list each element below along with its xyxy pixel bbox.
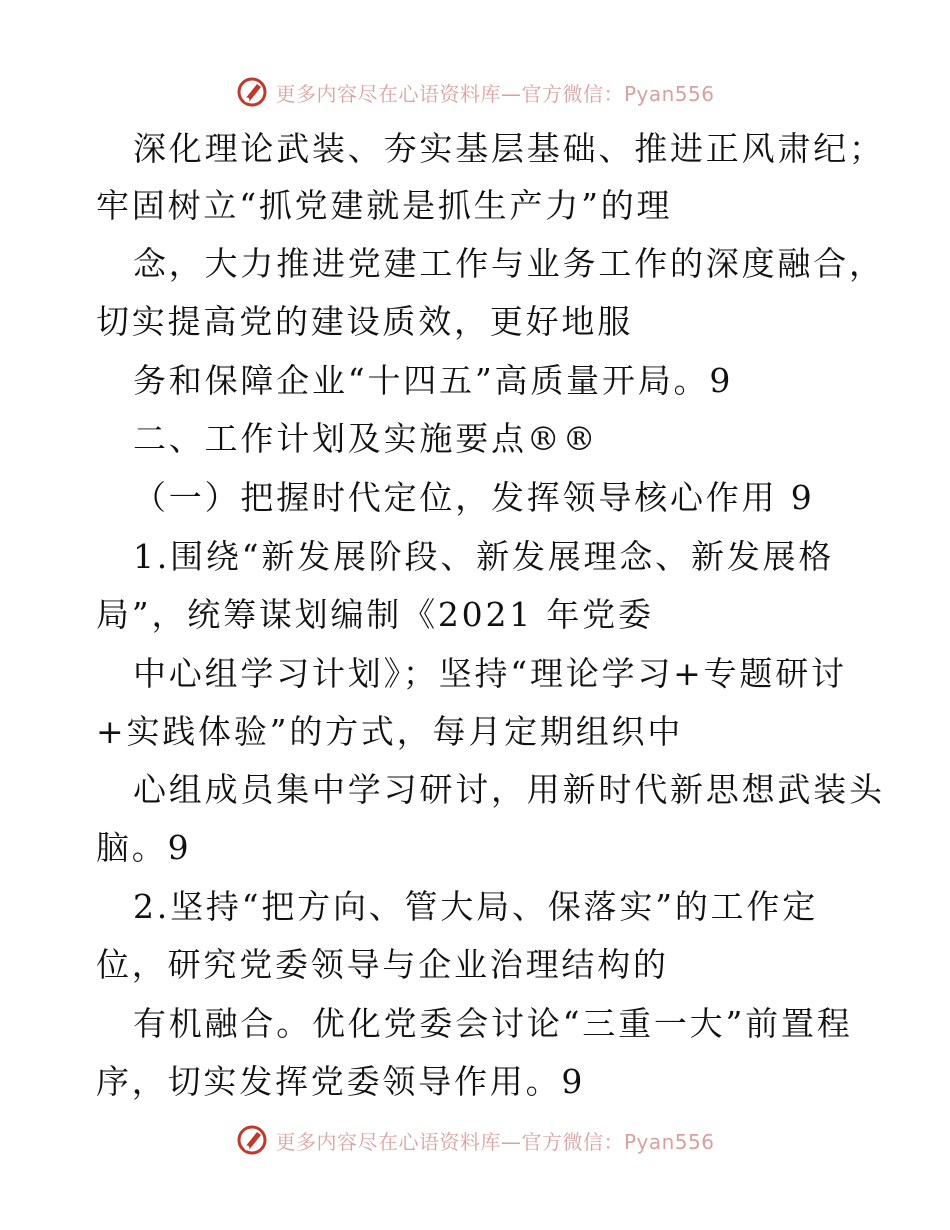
text-line: 序，切实发挥党委领导作用。9	[96, 1062, 586, 1101]
text-line: +实践体验”的方式，每月定期组织中	[96, 712, 684, 751]
watermark-text: 更多内容尽在心语资料库—官方微信：Pyan556	[275, 81, 715, 106]
text-line: 位，研究党委领导与企业治理结构的	[96, 945, 669, 984]
pen-logo-icon	[235, 1123, 269, 1157]
text-line: 切实提高党的建设质效，更好地服	[96, 302, 633, 341]
subsection-heading: （一）把握时代定位，发挥领导核心作用 9	[133, 478, 815, 517]
text-line: 局”，统筹谋划编制《2021 年党委	[96, 595, 654, 634]
section-heading: 二、工作计划及实施要点®®	[133, 419, 599, 458]
text-line: 牢固树立“抓党建就是抓生产力”的理	[96, 186, 673, 225]
text-line: 1.围绕“新发展阶段、新发展理念、新发展格	[133, 537, 835, 576]
text-line: 心组成员集中学习研讨，用新时代新思想武装头	[133, 770, 885, 809]
text-line: 务和保障企业“十四五”高质量开局。9	[133, 361, 734, 400]
footer-watermark	[0, 1120, 950, 1160]
text-line: 念，大力推进党建工作与业务工作的深度融合，	[133, 244, 885, 283]
text-line: 2.坚持“把方向、管大局、保落实”的工作定	[133, 887, 819, 926]
text-line: 深化理论武装、夯实基层基础、推进正风肃纪；	[133, 129, 885, 168]
text-line: 脑。9	[96, 828, 192, 867]
text-line: 有机融合。优化党委会讨论“三重一大”前置程	[133, 1004, 853, 1043]
watermark-text: 更多内容尽在心语资料库—官方微信：Pyan556	[275, 1129, 715, 1154]
text-line: 中心组学习计划》；坚持“理论学习+专题研讨	[133, 654, 847, 693]
